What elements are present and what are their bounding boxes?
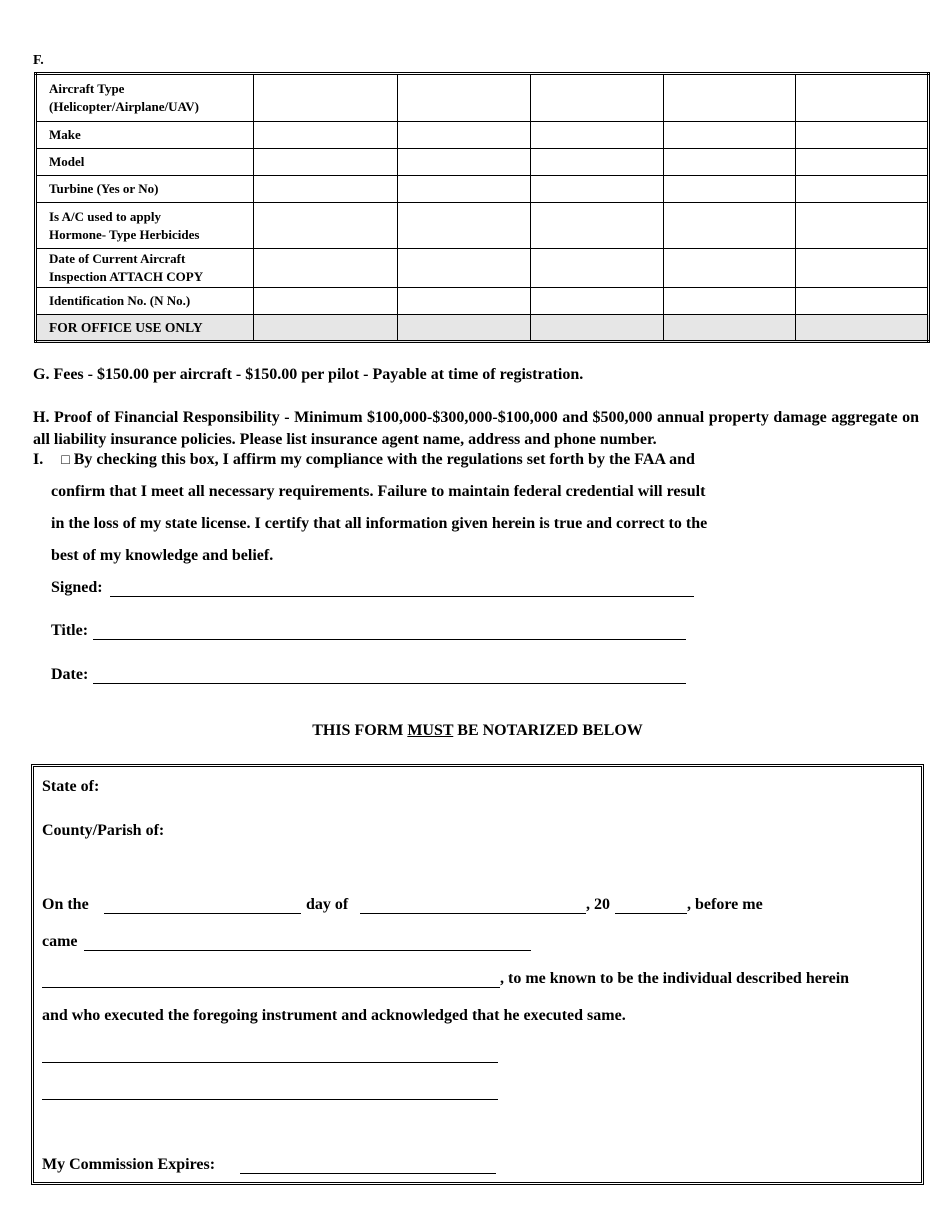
row-label: Is A/C used to apply Hormone- Type Herbicides bbox=[36, 203, 254, 249]
entry-cell[interactable] bbox=[664, 249, 796, 288]
day-of-label: day of bbox=[306, 896, 349, 913]
affirm-checkbox[interactable]: □ bbox=[61, 453, 70, 468]
entry-cell[interactable] bbox=[254, 249, 398, 288]
date-label: Date: bbox=[51, 666, 89, 683]
title-label: Title: bbox=[51, 622, 89, 639]
section-f-label: F. bbox=[33, 53, 44, 68]
known-text: , to me known to be the individual described herein bbox=[500, 970, 850, 987]
state-label: State of: bbox=[42, 778, 100, 795]
entry-cell[interactable] bbox=[664, 176, 796, 203]
table-row-make bbox=[36, 122, 929, 149]
executed-text: and who executed the foregoing instrument and acknowledged that he executed same. bbox=[42, 1007, 626, 1024]
aircraft-table bbox=[34, 72, 930, 343]
month-line[interactable] bbox=[360, 913, 586, 914]
came-label: came bbox=[42, 933, 78, 950]
entry-cell[interactable] bbox=[796, 203, 929, 249]
office-cell bbox=[664, 315, 796, 342]
entry-cell[interactable] bbox=[664, 74, 796, 122]
entry-cell[interactable] bbox=[398, 149, 531, 176]
came-line[interactable] bbox=[84, 950, 531, 951]
table-row-office-use bbox=[36, 315, 929, 342]
notarize-notice: THIS FORM MUST BE NOTARIZED BELOW bbox=[312, 722, 643, 739]
row-label: Aircraft Type (Helicopter/Airplane/UAV) bbox=[36, 74, 254, 122]
row-label: Date of Current Aircraft Inspection ATTACH COPY bbox=[36, 249, 254, 288]
notary-signature-line[interactable] bbox=[42, 1062, 498, 1063]
entry-cell[interactable] bbox=[531, 288, 664, 315]
entry-cell[interactable] bbox=[531, 176, 664, 203]
certification-line-1: I. □ By checking this box, I affirm my compliance with the regulations set forth by the FAA and bbox=[33, 451, 695, 468]
entry-cell[interactable] bbox=[531, 203, 664, 249]
table-row-aircraft-type bbox=[36, 74, 929, 122]
commission-expires-line[interactable] bbox=[240, 1173, 496, 1174]
certification-line-4: best of my knowledge and belief. bbox=[51, 547, 274, 564]
entry-cell[interactable] bbox=[664, 122, 796, 149]
entry-cell[interactable] bbox=[398, 288, 531, 315]
table-row-identification bbox=[36, 288, 929, 315]
entry-cell[interactable] bbox=[398, 176, 531, 203]
entry-cell[interactable] bbox=[796, 122, 929, 149]
day-line[interactable] bbox=[104, 913, 301, 914]
entry-cell[interactable] bbox=[531, 122, 664, 149]
entry-cell[interactable] bbox=[398, 122, 531, 149]
on-the-label: On the bbox=[42, 896, 89, 913]
entry-cell[interactable] bbox=[531, 249, 664, 288]
before-me-label: , before me bbox=[687, 896, 763, 913]
entry-cell[interactable] bbox=[254, 288, 398, 315]
entry-cell[interactable] bbox=[796, 249, 929, 288]
commission-expires-label: My Commission Expires: bbox=[42, 1156, 216, 1173]
title-line[interactable] bbox=[93, 639, 686, 640]
row-label: Turbine (Yes or No) bbox=[36, 176, 254, 203]
fees-text: G. Fees - $150.00 per aircraft - $150.00 per pilot - Payable at time of registration. bbox=[33, 366, 584, 383]
year-prefix: , 20 bbox=[586, 896, 610, 913]
row-label: Make bbox=[36, 122, 254, 149]
notary-box bbox=[31, 764, 924, 1185]
individual-line[interactable] bbox=[42, 987, 500, 988]
entry-cell[interactable] bbox=[796, 74, 929, 122]
certification-line-2: confirm that I meet all necessary requirements. Failure to maintain federal credential will result bbox=[51, 483, 706, 500]
office-cell bbox=[398, 315, 531, 342]
row-label: Identification No. (N No.) bbox=[36, 288, 254, 315]
entry-cell[interactable] bbox=[254, 149, 398, 176]
office-cell bbox=[796, 315, 929, 342]
year-line[interactable] bbox=[615, 913, 687, 914]
table-row-herbicides bbox=[36, 203, 929, 249]
table-row-inspection-date bbox=[36, 249, 929, 288]
entry-cell[interactable] bbox=[398, 74, 531, 122]
financial-responsibility-text: H. Proof of Financial Responsibility - Minimum $100,000-$300,000-$100,000 and $500,000 annual property damage aggregate on all liability insurance policies. Please list insurance agent name, address and phone number. bbox=[33, 409, 919, 448]
row-label: FOR OFFICE USE ONLY bbox=[36, 315, 254, 342]
notary-name-line[interactable] bbox=[42, 1099, 498, 1100]
entry-cell[interactable] bbox=[254, 122, 398, 149]
entry-cell[interactable] bbox=[796, 288, 929, 315]
date-line[interactable] bbox=[93, 683, 686, 684]
section-i-label: I. bbox=[33, 451, 44, 468]
entry-cell[interactable] bbox=[664, 149, 796, 176]
signed-line[interactable] bbox=[110, 596, 694, 597]
entry-cell[interactable] bbox=[254, 74, 398, 122]
county-label: County/Parish of: bbox=[42, 822, 165, 839]
entry-cell[interactable] bbox=[796, 149, 929, 176]
certification-line-3: in the loss of my state license. I certify that all information given herein is true and correct to the bbox=[51, 515, 708, 532]
table-row-turbine bbox=[36, 176, 929, 203]
table-row-model bbox=[36, 149, 929, 176]
entry-cell[interactable] bbox=[398, 249, 531, 288]
entry-cell[interactable] bbox=[254, 203, 398, 249]
office-cell bbox=[254, 315, 398, 342]
entry-cell[interactable] bbox=[531, 74, 664, 122]
entry-cell[interactable] bbox=[398, 203, 531, 249]
entry-cell[interactable] bbox=[796, 176, 929, 203]
entry-cell[interactable] bbox=[664, 288, 796, 315]
signed-label: Signed: bbox=[51, 579, 103, 596]
office-cell bbox=[531, 315, 664, 342]
entry-cell[interactable] bbox=[254, 176, 398, 203]
row-label: Model bbox=[36, 149, 254, 176]
entry-cell[interactable] bbox=[531, 149, 664, 176]
entry-cell[interactable] bbox=[664, 203, 796, 249]
